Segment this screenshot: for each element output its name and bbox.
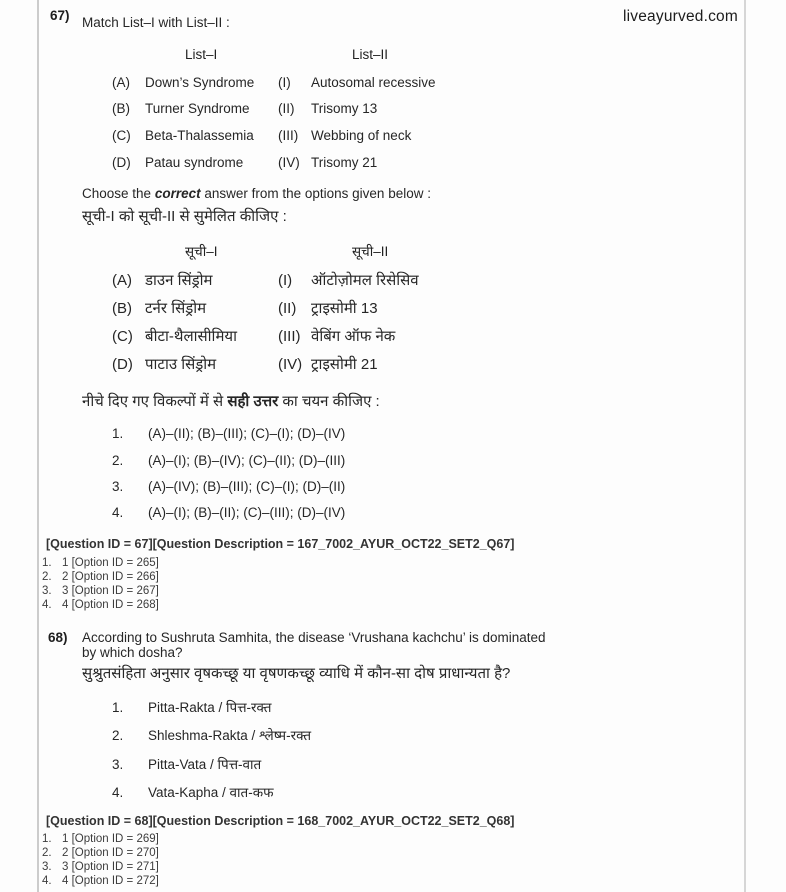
match-row-en xyxy=(112,128,411,145)
q67-option-1 xyxy=(112,426,345,443)
match-left-item: Patau syndrome xyxy=(145,155,244,170)
right-page-rule xyxy=(744,0,746,892)
match-key: (D) xyxy=(112,356,133,373)
match-key: (C) xyxy=(112,128,131,143)
match-left-item: बीटा-थैलासीमिया xyxy=(145,328,237,345)
match-right-item: Trisomy 13 xyxy=(311,101,378,116)
match-right-item: ट्राइसोमी 13 xyxy=(311,300,378,317)
option-id-text: 3 [Option ID = 267] xyxy=(62,585,159,597)
match-roman: (III) xyxy=(278,128,299,143)
list2-header-en: List–II xyxy=(352,47,389,62)
question-67-number: 67) xyxy=(50,8,70,23)
option-number: 2. xyxy=(112,728,124,743)
option-id-number: 1. xyxy=(42,557,52,569)
option-number: 3. xyxy=(112,479,124,494)
q68-option-2 xyxy=(112,728,311,745)
option-id-text: 4 [Option ID = 268] xyxy=(62,599,159,611)
option-id-number: 2. xyxy=(42,847,52,859)
choose-correct-line-en xyxy=(82,186,431,203)
q68-option-id-row xyxy=(42,846,159,860)
option-id-number: 3. xyxy=(42,585,52,597)
match-key: (B) xyxy=(112,300,132,317)
q68-option-id-row xyxy=(42,832,159,846)
list1-header-hi: सूची–I xyxy=(185,244,218,259)
option-id-text: 1 [Option ID = 265] xyxy=(62,557,159,569)
question-67-intro-hi: सूची-I को सूची-II से सुमेलित कीजिए : xyxy=(82,208,287,225)
match-right-item: Autosomal recessive xyxy=(311,75,436,90)
match-row-en xyxy=(112,155,377,172)
option-id-number: 2. xyxy=(42,571,52,583)
match-row-hi xyxy=(112,328,395,347)
q67-option-4 xyxy=(112,505,345,522)
option-text: (A)–(II); (B)–(III); (C)–(I); (D)–(IV) xyxy=(148,426,346,441)
choose-bold-word: सही उत्तर xyxy=(227,393,279,410)
option-id-text: 2 [Option ID = 266] xyxy=(62,571,159,583)
option-text: (A)–(IV); (B)–(III); (C)–(I); (D)–(II) xyxy=(148,479,346,494)
match-right-item: Trisomy 21 xyxy=(311,155,378,170)
match-row-en xyxy=(112,101,377,118)
option-number: 2. xyxy=(112,453,124,468)
site-watermark: liveayurved.com xyxy=(623,8,738,25)
q68-option-1 xyxy=(112,700,271,717)
choose-pre: Choose the xyxy=(82,186,155,201)
match-left-item: टर्नर सिंड्रोम xyxy=(145,300,207,317)
option-id-text: 1 [Option ID = 269] xyxy=(62,833,159,845)
match-left-item: Down’s Syndrome xyxy=(145,75,255,90)
left-page-rule xyxy=(37,0,39,892)
choose-bold-word: correct xyxy=(154,186,201,201)
option-text: (A)–(I); (B)–(IV); (C)–(II); (D)–(III) xyxy=(148,453,346,468)
option-id-number: 1. xyxy=(42,833,52,845)
q68-question-id-line: [Question ID = 68][Question Description = 168_7002_AYUR_OCT22_SET2_Q68] xyxy=(46,814,515,828)
option-text: Vata-Kapha / वात-कफ xyxy=(148,785,274,800)
option-id-number: 4. xyxy=(42,875,52,887)
choose-correct-line-hi xyxy=(82,393,380,412)
match-right-item: वेबिंग ऑफ नेक xyxy=(311,328,396,345)
q67-option-id-row xyxy=(42,598,159,612)
match-row-hi xyxy=(112,300,378,319)
option-id-number: 4. xyxy=(42,599,52,611)
option-number: 4. xyxy=(112,785,124,800)
option-id-text: 4 [Option ID = 272] xyxy=(62,875,159,887)
match-left-item: Turner Syndrome xyxy=(145,101,250,116)
choose-post: answer from the options given below : xyxy=(200,186,431,201)
match-row-hi xyxy=(112,272,419,291)
option-text: Pitta-Vata / पित्त-वात xyxy=(148,757,262,772)
question-68-text-en-line2: by which dosha? xyxy=(82,645,183,660)
match-left-item: पाटाउ सिंड्रोम xyxy=(145,356,217,373)
option-number: 1. xyxy=(112,700,124,715)
q67-option-3 xyxy=(112,479,345,496)
match-key: (B) xyxy=(112,101,130,116)
match-key: (D) xyxy=(112,155,131,170)
option-text: (A)–(I); (B)–(II); (C)–(III); (D)–(IV) xyxy=(148,505,346,520)
option-id-text: 2 [Option ID = 270] xyxy=(62,847,159,859)
list2-header-hi: सूची–II xyxy=(352,244,389,259)
option-id-text: 3 [Option ID = 271] xyxy=(62,861,159,873)
q67-option-id-row xyxy=(42,556,159,570)
option-text: Shleshma-Rakta / श्लेष्म-रक्त xyxy=(148,728,312,743)
match-row-en xyxy=(112,75,436,92)
match-key: (A) xyxy=(112,272,132,289)
match-left-item: Beta-Thalassemia xyxy=(145,128,254,143)
q68-option-3 xyxy=(112,757,261,774)
q67-question-id-line: [Question ID = 67][Question Description = 167_7002_AYUR_OCT22_SET2_Q67] xyxy=(46,537,515,551)
match-roman: (II) xyxy=(278,300,297,317)
question-68-text-hi: सुश्रुतसंहिता अनुसार वृषकच्छू या वृषणकच्छू व्याधि में कौन-सा दोष प्राधान्यता है? xyxy=(82,665,511,682)
q68-option-4 xyxy=(112,785,274,802)
match-key: (A) xyxy=(112,75,130,90)
choose-pre: नीचे दिए गए विकल्पों में से xyxy=(82,393,228,410)
list1-header-en: List–I xyxy=(185,47,218,62)
option-number: 1. xyxy=(112,426,124,441)
match-roman: (I) xyxy=(278,272,293,289)
question-68-text-en-line1: According to Sushruta Samhita, the disease ‘Vrushana kachchu’ is dominated xyxy=(82,630,546,645)
option-id-number: 3. xyxy=(42,861,52,873)
q68-option-id-row xyxy=(42,874,159,888)
match-right-item: Webbing of neck xyxy=(311,128,412,143)
match-roman: (IV) xyxy=(278,356,303,373)
match-row-hi xyxy=(112,356,378,375)
match-roman: (IV) xyxy=(278,155,300,170)
match-right-item: ट्राइसोमी 21 xyxy=(311,356,378,373)
option-number: 3. xyxy=(112,757,124,772)
q67-option-id-row xyxy=(42,584,159,598)
match-roman: (I) xyxy=(278,75,291,90)
question-67-intro-en: Match List–I with List–II : xyxy=(82,15,230,30)
match-key: (C) xyxy=(112,328,133,345)
q68-option-id-row xyxy=(42,860,159,874)
match-roman: (II) xyxy=(278,101,295,116)
match-right-item: ऑटोज़ोमल रिसेसिव xyxy=(311,272,419,289)
option-text: Pitta-Rakta / पित्त-रक्त xyxy=(148,700,272,715)
question-68-number: 68) xyxy=(48,630,68,645)
choose-post: का चयन कीजिए : xyxy=(278,393,380,410)
match-left-item: डाउन सिंड्रोम xyxy=(145,272,213,289)
q67-option-id-row xyxy=(42,570,159,584)
match-roman: (III) xyxy=(278,328,301,345)
q67-option-2 xyxy=(112,453,345,470)
option-number: 4. xyxy=(112,505,124,520)
